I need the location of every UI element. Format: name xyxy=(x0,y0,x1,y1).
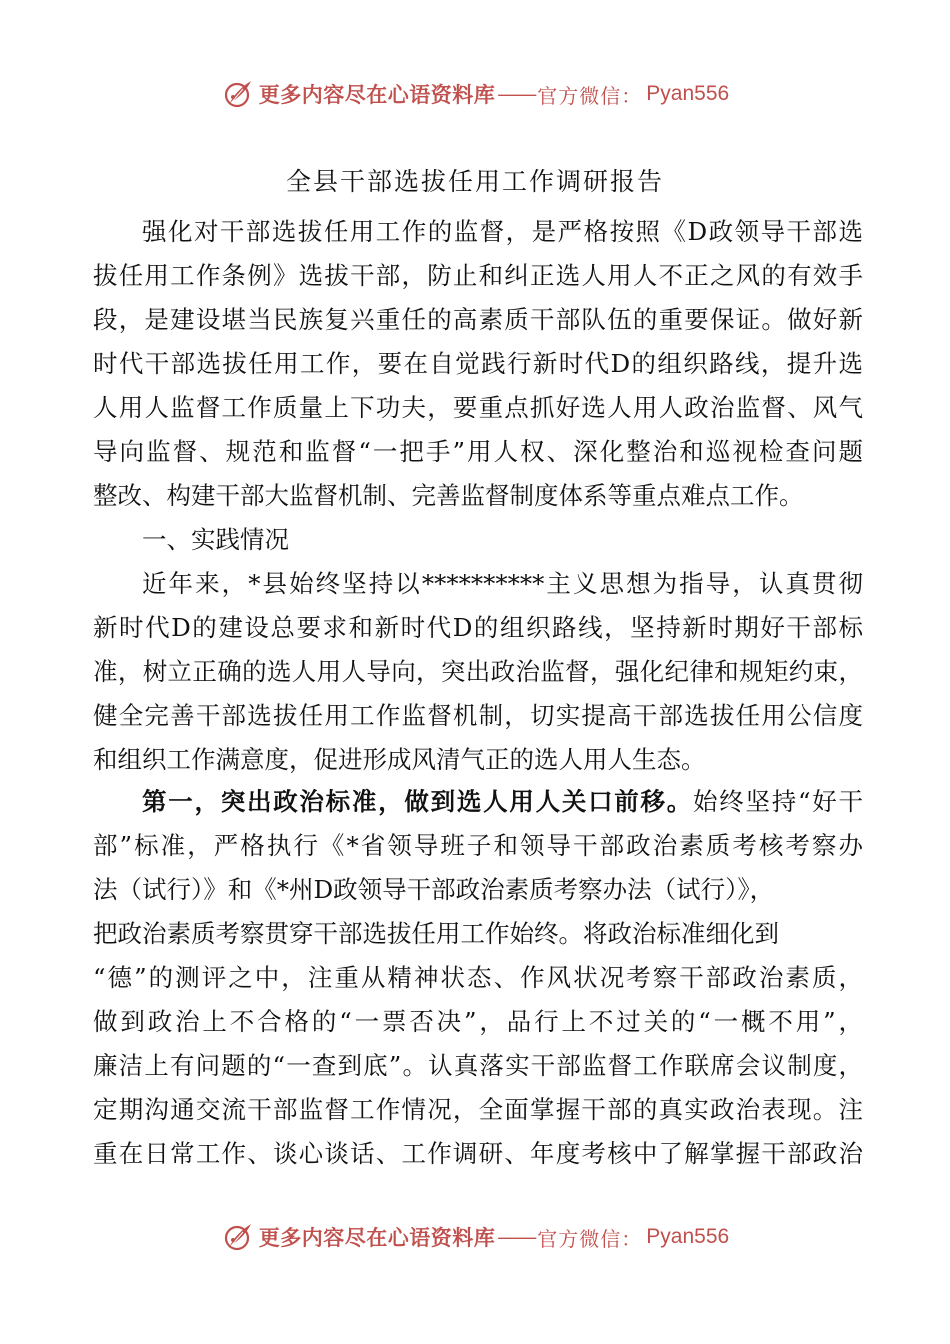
text-line: 新时代D的建设总要求和新时代D的组织路线，坚持新时期好干部标 xyxy=(93,613,863,642)
text-line: 做到政治上不合格的“一票否决”，品行上不过关的“一概不用”， xyxy=(93,1007,863,1036)
text-line: 健全完善干部选拔任用工作监督机制，切实提高干部选拔任用公信度 xyxy=(93,701,863,730)
text-line: 法（试行）》和《*州D政领导干部政治素质考察办法（试行）》， xyxy=(93,875,775,904)
header-banner xyxy=(0,74,950,114)
text-line xyxy=(93,780,863,824)
text-line: 廉洁上有问题的“一查到底”。认真落实干部监督工作联席会议制度， xyxy=(93,1051,863,1080)
text-line: 定期沟通交流干部监督工作情况，全面掌握干部的真实政治表现。注 xyxy=(93,1095,863,1124)
text-line: 把政治素质考察贯穿干部选拔任用工作始终。将政治标准细化到 xyxy=(93,919,779,948)
text-line: 整改、构建干部大监督机制、完善监督制度体系等重点难点工作。 xyxy=(93,481,804,510)
paragraph-first-point xyxy=(93,780,863,1176)
text-line: 和组织工作满意度，促进形成风清气正的选人用人生态。 xyxy=(93,745,706,774)
document-title: 全县干部选拔任用工作调研报告 xyxy=(285,167,664,196)
quill-logo-icon xyxy=(221,1220,255,1254)
banner-dash: —— xyxy=(497,1225,536,1249)
text-line: 强化对干部选拔任用工作的监督，是严格按照《D政领导干部选 xyxy=(142,217,863,246)
text-line: 近年来，*县始终坚持以**********主义思想为指导，认真贯彻 xyxy=(142,569,863,598)
banner-wechat-label: 官方微信： xyxy=(537,83,643,108)
text-line: 拔任用工作条例》选拔干部，防止和纠正选人用人不正之风的有效手 xyxy=(93,261,863,290)
section-heading: 一、实践情况 xyxy=(142,525,289,554)
banner-main-text: 更多内容尽在心语资料库 xyxy=(258,1225,496,1250)
text-line: 时代干部选拔任用工作，要在自觉践行新时代D的组织路线，提升选 xyxy=(93,349,863,378)
paragraph-practice xyxy=(93,562,863,782)
text-line: “德”的测评之中，注重从精神状态、作风状况考察干部政治素质， xyxy=(93,963,863,992)
bold-lead-sentence: 第一，突出政治标准，做到选人用人关口前移。 xyxy=(142,787,694,816)
text-line: 段，是建设堪当民族复兴重任的高素质干部队伍的重要保证。做好新 xyxy=(93,305,863,334)
footer-banner xyxy=(0,1217,950,1257)
text-line: 人用人监督工作质量上下功夫，要重点抓好选人用人政治监督、风气 xyxy=(93,393,863,422)
text-line: 重在日常工作、谈心谈话、工作调研、年度考核中了解掌握干部政治 xyxy=(93,1139,863,1168)
banner-main-text: 更多内容尽在心语资料库 xyxy=(258,82,496,107)
banner-wechat-label: 官方微信： xyxy=(537,1226,643,1251)
paragraph-intro xyxy=(93,210,863,562)
banner-wechat-id: Pyan556 xyxy=(646,1225,730,1248)
text-line: 准，树立正确的选人用人导向，突出政治监督，强化纪律和规矩约束， xyxy=(93,657,863,686)
quill-logo-icon xyxy=(221,77,255,111)
text-line: 部”标准，严格执行《*省领导班子和领导干部政治素质考核考察办 xyxy=(93,831,863,860)
text-line: 导向监督、规范和监督“一把手”用人权、深化整治和巡视检查问题 xyxy=(93,437,863,466)
banner-wechat-id: Pyan556 xyxy=(646,82,730,105)
banner-dash: —— xyxy=(497,82,536,106)
text-run: 始终坚持“好干 xyxy=(693,787,863,816)
